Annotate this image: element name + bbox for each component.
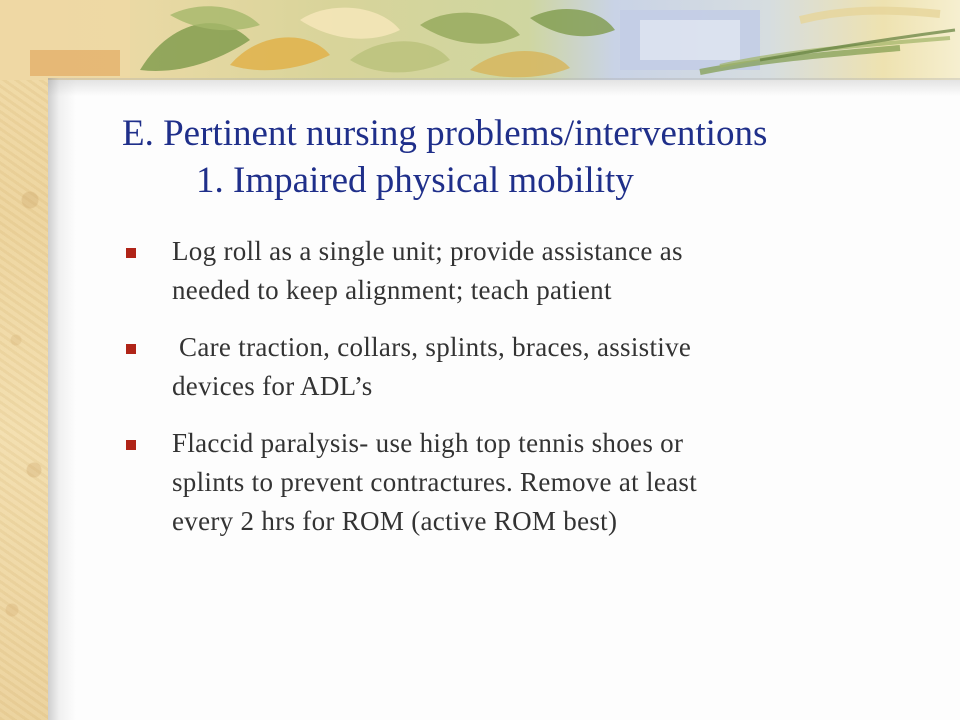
- banner-shadow: [48, 78, 960, 96]
- bullet-1-line-1: Log roll as a single unit; provide assistance as: [172, 236, 683, 266]
- bullet-item: [124, 232, 884, 310]
- square-bullet-icon: [126, 248, 136, 258]
- bullet-item: [124, 328, 884, 406]
- slide-title: [122, 110, 922, 204]
- strip-shadow: [48, 78, 76, 720]
- bullet-list: [124, 232, 884, 559]
- square-bullet-icon: [126, 440, 136, 450]
- parchment-strip-decoration: [0, 0, 48, 720]
- bullet-2-line-2: devices for ADL’s: [172, 371, 373, 401]
- title-line-2: 1. Impaired physical mobility: [196, 160, 634, 201]
- square-bullet-icon: [126, 344, 136, 354]
- bullet-3-line-3: every 2 hrs for ROM (active ROM best): [172, 506, 618, 536]
- bullet-3-line-2: splints to prevent contractures. Remove at least: [172, 467, 697, 497]
- bullet-3-line-1: Flaccid paralysis- use high top tennis shoes or: [172, 428, 684, 458]
- bullet-2-line-1: Care traction, collars, splints, braces, assistive: [172, 332, 692, 362]
- title-line-1: E. Pertinent nursing problems/interventions: [122, 113, 768, 154]
- bullet-item: [124, 424, 884, 541]
- bullet-1-line-2: needed to keep alignment; teach patient: [172, 275, 612, 305]
- leaf-banner-decoration: [0, 0, 960, 80]
